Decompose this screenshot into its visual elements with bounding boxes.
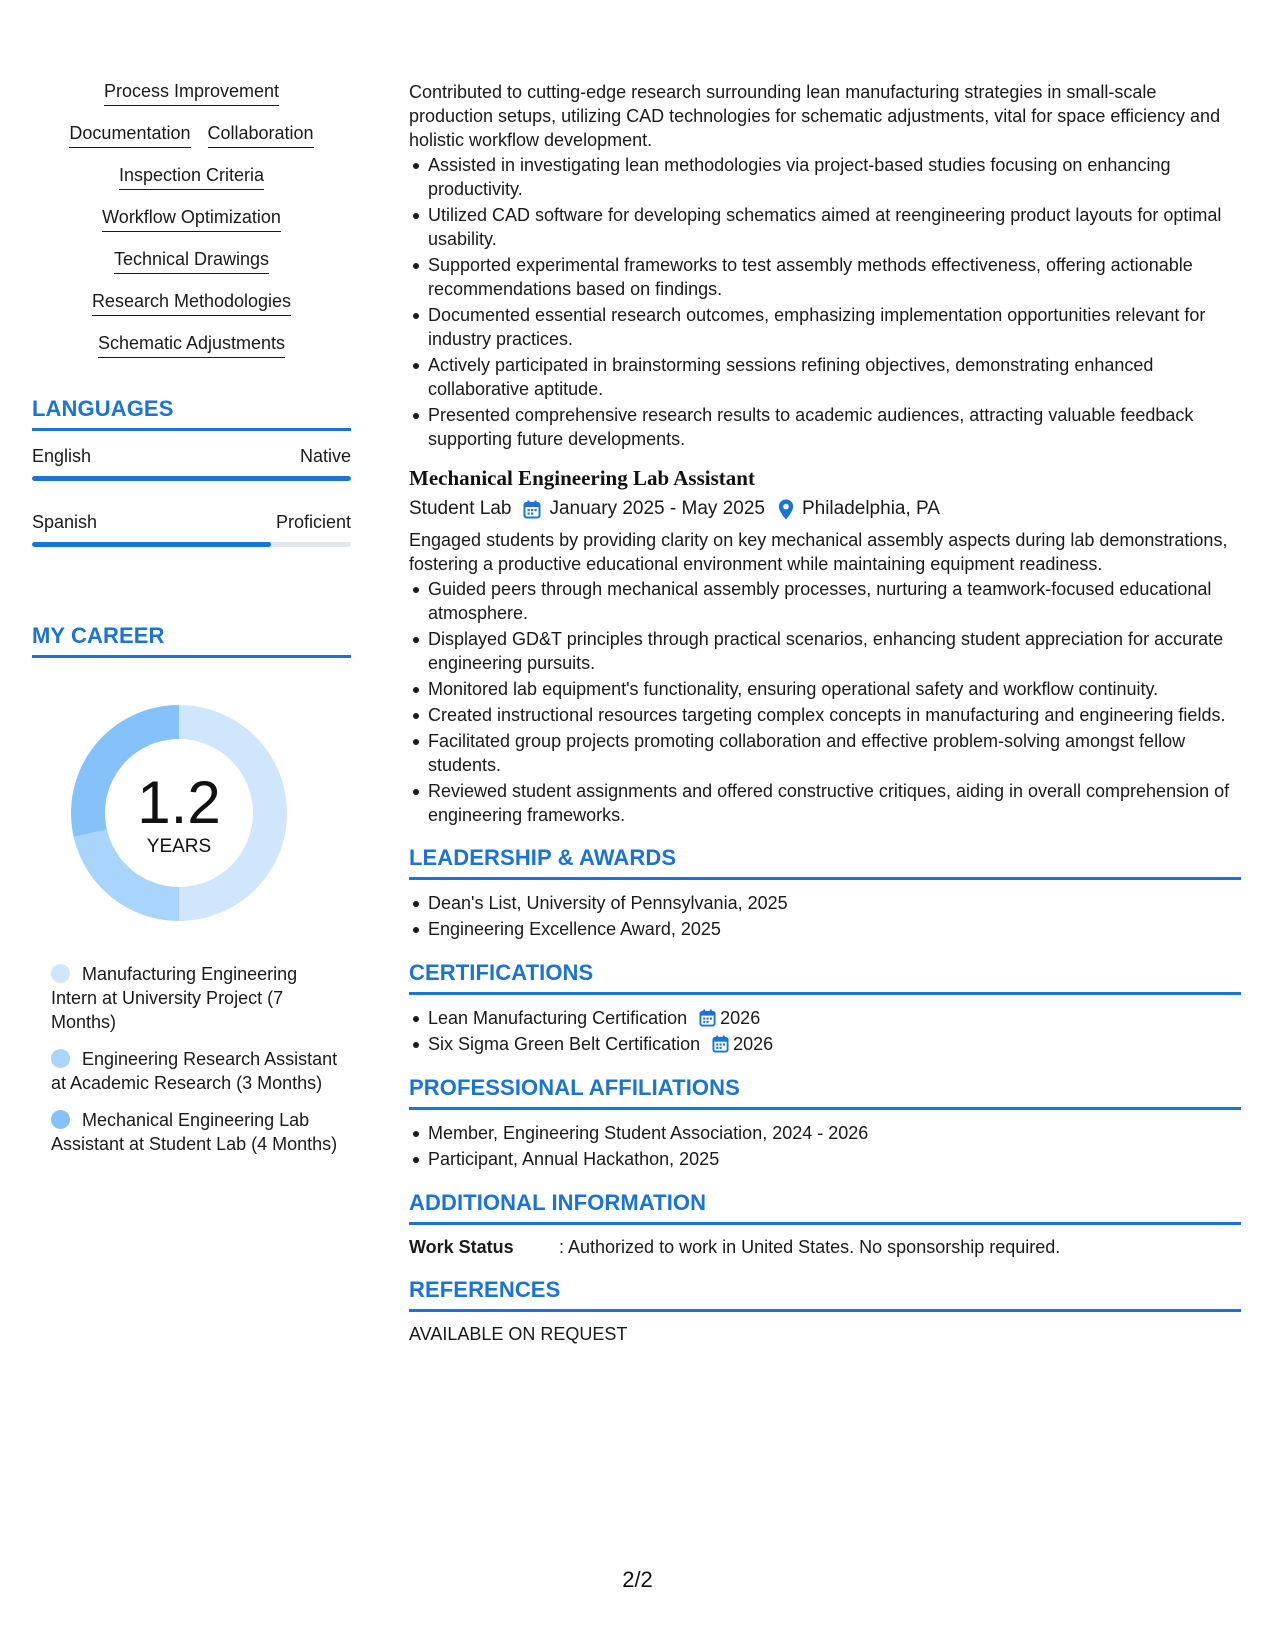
legend-item	[51, 962, 341, 1034]
bullet-item: Supported experimental frameworks to test assembly methods effectiveness, offering actionable recommendations based on findings.	[428, 253, 1241, 301]
leadership-section	[409, 845, 1241, 942]
career-heading: MY CAREER	[32, 623, 351, 658]
job-meta	[409, 496, 1241, 522]
map-pin-icon	[778, 499, 794, 520]
skill-chip: Process Improvement	[104, 80, 279, 106]
certifications-section	[409, 960, 1241, 1057]
list-item: Dean's List, University of Pennsylvania, 2025	[428, 890, 1241, 916]
language-level-fill	[32, 476, 351, 481]
skill-chip: Technical Drawings	[114, 248, 269, 274]
languages-heading: LANGUAGES	[32, 396, 351, 431]
legend-label: Mechanical Engineering Lab Assistant at Student Lab (4 Months)	[51, 1110, 338, 1154]
legend-dot	[51, 964, 70, 983]
job-bullets	[409, 577, 1241, 827]
certification-year: 2026	[720, 1008, 761, 1028]
list-item: Engineering Excellence Award, 2025	[428, 916, 1241, 942]
career-section	[32, 623, 351, 1156]
language-level-bar	[32, 476, 351, 481]
bullet-item: Actively participated in brainstorming sessions refining objectives, demonstrating enhanced collaborative aptitude.	[428, 353, 1241, 401]
skill-row	[32, 290, 351, 316]
legend-dot	[51, 1110, 70, 1129]
references-heading: REFERENCES	[409, 1277, 1241, 1312]
affiliations-section	[409, 1075, 1241, 1172]
legend-label: Engineering Research Assistant at Academic Research (3 Months)	[51, 1049, 338, 1093]
legend-item	[51, 1047, 341, 1095]
info-row	[409, 1235, 1241, 1259]
list-item	[428, 1031, 1241, 1057]
bullet-item: Documented essential research outcomes, emphasizing implementation opportunities relevant for industry practices.	[428, 303, 1241, 351]
additional-info-section	[409, 1190, 1241, 1259]
career-donut-chart	[64, 698, 294, 928]
language-level-bar	[32, 542, 351, 547]
language-name: English	[32, 446, 92, 466]
list-item	[428, 1005, 1241, 1031]
list-item: Participant, Annual Hackathon, 2025	[428, 1146, 1241, 1172]
legend-dot	[51, 1049, 70, 1068]
skill-chip: Collaboration	[208, 122, 314, 148]
language-name: Spanish	[32, 512, 98, 532]
bullet-item: Facilitated group projects promoting collaboration and effective problem-solving amongst fellow students.	[428, 729, 1241, 777]
skill-row	[32, 332, 351, 358]
language-item	[32, 511, 351, 547]
additional-info-heading: ADDITIONAL INFORMATION	[409, 1190, 1241, 1225]
bullet-item: Reviewed student assignments and offered constructive critiques, aiding in overall comprehension of engineering frameworks.	[428, 779, 1241, 827]
bullet-item: Monitored lab equipment's functionality, ensuring operational safety and workflow continuity.	[428, 677, 1241, 701]
list-item: Member, Engineering Student Association, 2024 - 2026	[428, 1120, 1241, 1146]
certification-name: Six Sigma Green Belt Certification	[428, 1034, 701, 1054]
legend-item	[51, 1108, 341, 1156]
skills-list	[32, 80, 351, 358]
career-legend	[51, 962, 341, 1156]
total-years-unit: YEARS	[146, 836, 212, 857]
donut-center	[64, 698, 294, 928]
affiliations-list	[409, 1120, 1241, 1172]
skill-row	[32, 206, 351, 232]
references-section	[409, 1277, 1241, 1346]
prev-job-bullets	[409, 153, 1241, 451]
calendar-icon	[699, 1009, 716, 1027]
job-title: Mechanical Engineering Lab Assistant	[409, 466, 755, 490]
skill-chip: Research Methodologies	[92, 290, 291, 316]
leadership-heading: LEADERSHIP & AWARDS	[409, 845, 1241, 880]
references-text: AVAILABLE ON REQUEST	[409, 1324, 628, 1344]
certifications-heading: CERTIFICATIONS	[409, 960, 1241, 995]
job-summary: Engaged students by providing clarity on key mechanical assembly aspects during lab demonstrations, fostering a productive educational environment while maintaining equipment readiness.	[409, 530, 1228, 574]
page-number: 2/2	[622, 1567, 653, 1592]
info-value: : Authorized to work in United States. No sponsorship required.	[559, 1237, 1061, 1257]
bullet-item: Assisted in investigating lean methodologies via project-based studies focusing on enhancing productivity.	[428, 153, 1241, 201]
prev-job-summary: Contributed to cutting-edge research surrounding lean manufacturing strategies in small-scale production setups, utilizing CAD technologies for schematic adjustments, vital for space efficiency and holistic workflow development.	[409, 82, 1221, 150]
job-dates: January 2025 - May 2025	[549, 498, 765, 519]
leadership-list	[409, 890, 1241, 942]
skill-chip: Documentation	[69, 122, 190, 148]
certifications-list	[409, 1005, 1241, 1057]
bullet-item: Presented comprehensive research results to academic audiences, attracting valuable feedback supporting future developments.	[428, 403, 1241, 451]
skill-chip: Schematic Adjustments	[98, 332, 285, 358]
bullet-item: Guided peers through mechanical assembly processes, nurturing a teamwork-focused educational atmosphere.	[428, 577, 1241, 625]
job-location: Philadelphia, PA	[801, 498, 940, 519]
language-level: Proficient	[275, 512, 351, 532]
skill-chip: Inspection Criteria	[119, 164, 264, 190]
languages-section	[32, 396, 351, 547]
language-level-fill	[32, 542, 271, 547]
bullet-item: Created instructional resources targeting complex concepts in manufacturing and engineering fields.	[428, 703, 1241, 727]
skill-row	[32, 248, 351, 274]
bullet-item: Displayed GD&T principles through practical scenarios, enhancing student appreciation for accurate engineering pursuits.	[428, 627, 1241, 675]
skill-row	[32, 122, 351, 148]
skill-row	[32, 164, 351, 190]
bullet-item: Utilized CAD software for developing schematics aimed at reengineering product layouts for optimal usability.	[428, 203, 1241, 251]
main-column	[409, 80, 1241, 1346]
sidebar	[32, 80, 351, 1169]
legend-label: Manufacturing Engineering Intern at University Project (7 Months)	[51, 964, 298, 1032]
language-level: Native	[299, 446, 351, 466]
certification-year: 2026	[733, 1034, 774, 1054]
affiliations-heading: PROFESSIONAL AFFILIATIONS	[409, 1075, 1241, 1110]
skill-row	[32, 80, 351, 106]
language-item	[32, 445, 351, 481]
calendar-icon	[712, 1035, 729, 1053]
total-years-value: 1.2	[137, 769, 221, 836]
skill-chip: Workflow Optimization	[102, 206, 281, 232]
certification-name: Lean Manufacturing Certification	[428, 1008, 688, 1028]
info-key: Work Status	[409, 1237, 514, 1257]
calendar-icon	[523, 500, 541, 519]
job-company: Student Lab	[409, 498, 512, 519]
